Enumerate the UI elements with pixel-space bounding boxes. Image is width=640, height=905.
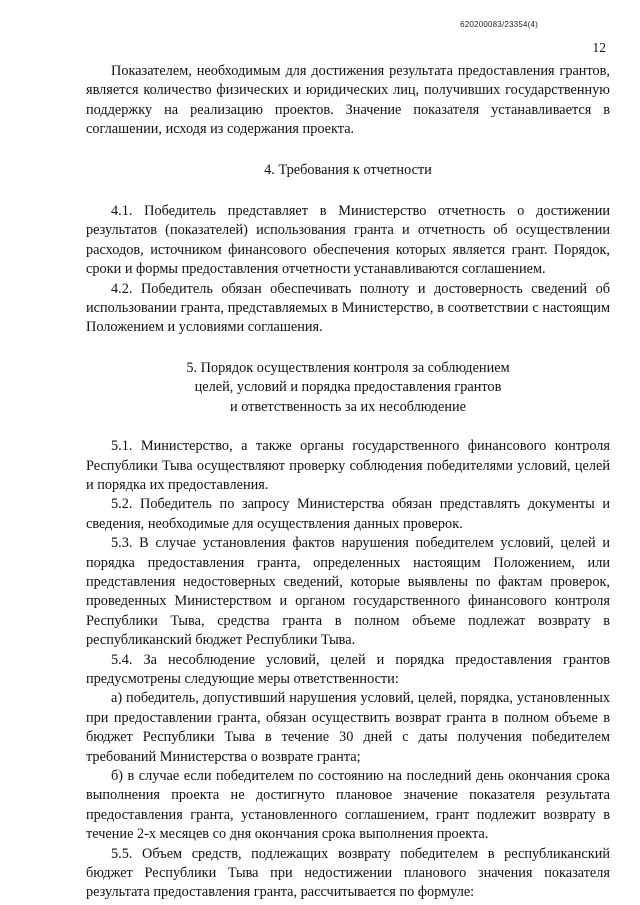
section-5-heading (86, 359, 610, 417)
section-5-heading-line-1: 5. Порядок осуществления контроля за соблюдением (186, 359, 510, 376)
section-5-heading-line-3: и ответственность за их несоблюдение (229, 398, 467, 415)
paragraph-5-3: 5.3. В случае установления фактов нарушения победителем условий, целей и порядка предоставления гранта, определенных настоящим Положением, или представления недостоверных сведений, которые выявлены по фактам проверок, проведенных Министерством и органом государственного финансового контроля Республики Тыва, средства гранта в полном объеме подлежат возврату в республиканский бюджет Республики Тыва. (86, 535, 610, 649)
paragraph-5-4-a: а) победитель, допустивший нарушения условий, целей, порядка, установленных при предоставлении гранта, обязан осуществить возврат гранта в полном объеме в бюджет Республики Тыва в течение 30 дней с даты получения победителем требований Министерства о возврате гранта; (86, 690, 610, 765)
paragraph-5-2: 5.2. Победитель по запросу Министерства обязан представлять документы и сведения, необходимые для осуществления данных проверок. (86, 496, 610, 532)
page-number: 12 (592, 40, 606, 55)
section-4-heading: 4. Требования к отчетности (264, 161, 432, 178)
paragraph-4-1: 4.1. Победитель представляет в Министерство отчетность о достижении результатов (показателей) использования гранта и отчетность об осуществлении расходов, источником финансового обеспечения которых является грант. Порядок, сроки и формы предоставления отчетности устанавливаются соглашением. (86, 203, 610, 278)
document-id: 620200083/23354(4) (460, 20, 538, 29)
paragraph-5-1: 5.1. Министерство, а также органы государственного финансового контроля Республики Тыва осуществляют проверку соблюдения победителями условий, целей и порядка их предоставления. (86, 438, 610, 493)
paragraph-5-4-b: б) в случае если победителем по состоянию на последний день окончания срока выполнения проекта не достигнуто плановое значение показателя результата предоставления гранта, установленного соглашением, грант подлежит возврату в течение 2-х месяцев со дня окончания срока выполнения проекта. (86, 768, 610, 843)
section-5-heading-line-2: целей, условий и порядка предоставления грантов (194, 379, 502, 396)
intro-paragraph: Показателем, необходимым для достижения результата предоставления грантов, является количество физических и юридических лиц, получивших государственную поддержку на реализацию проектов. Значение показателя устанавливается в соглашении, исходя из содержания проекта. (86, 63, 610, 138)
paragraph-4-2: 4.2. Победитель обязан обеспечивать полноту и достоверность сведений об использовании гранта, представляемых в Министерство, в соответствии с настоящим Положением и условиями соглашения. (86, 280, 610, 336)
paragraph-5-5: 5.5. Объем средств, подлежащих возврату победителем в республиканский бюджет Республики Тыва при недостижении планового значения показателя результата предоставления гранта, рассчитывается по формуле: (86, 845, 610, 901)
paragraph-5-4: 5.4. За несоблюдение условий, целей и порядка предоставления грантов предусмотрены следующие меры ответственности: (86, 651, 610, 687)
document-body (86, 62, 610, 903)
